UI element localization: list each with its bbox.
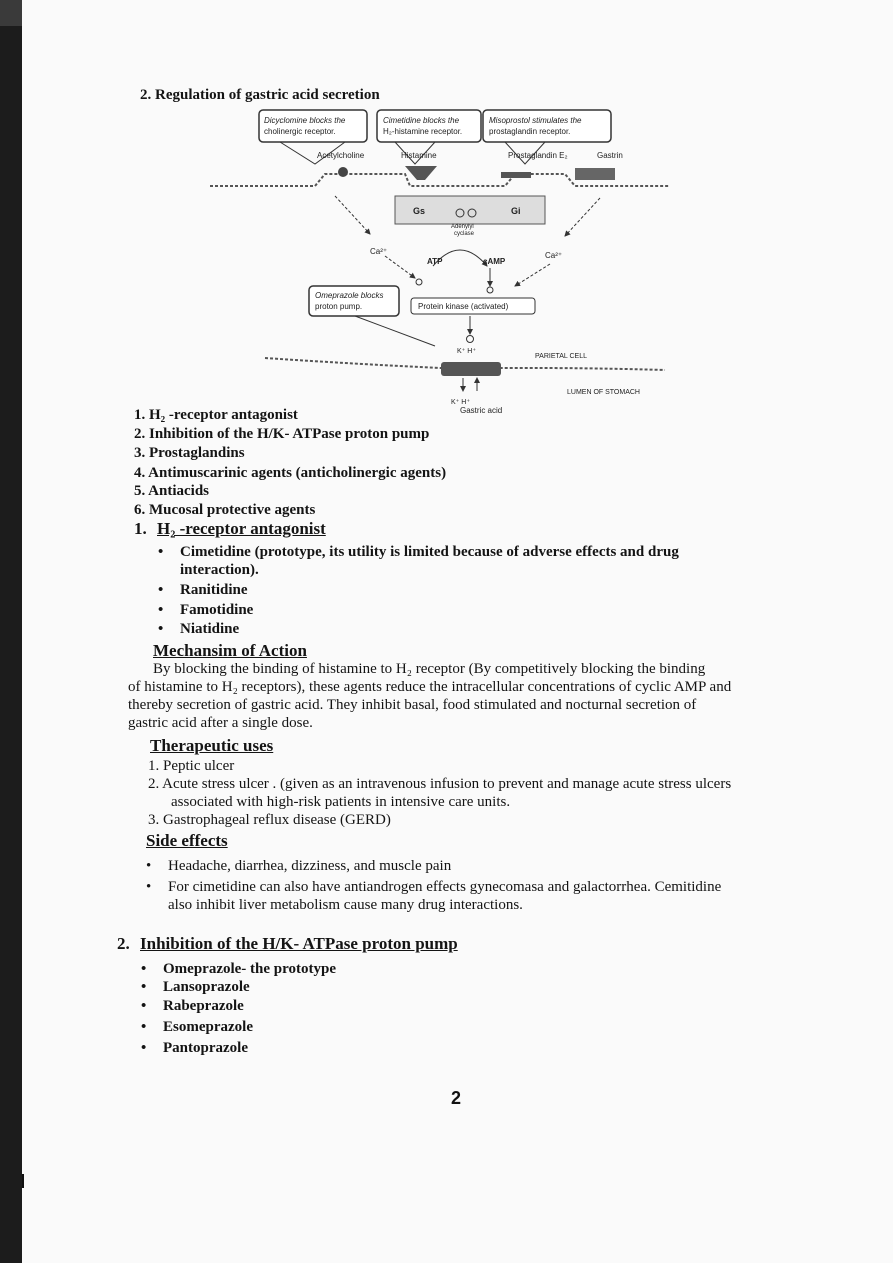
ca-left-label: Ca²⁺ bbox=[370, 247, 388, 256]
gs-label: Gs bbox=[413, 206, 426, 216]
page-number: 2 bbox=[451, 1088, 462, 1108]
proton-pump bbox=[441, 362, 501, 376]
ppi-drug-5: • Pantoprazole bbox=[163, 1039, 248, 1057]
ppi-drug-2: • Lansoprazole bbox=[163, 978, 250, 996]
drug-cimetidine-cont: interaction). bbox=[180, 562, 259, 578]
prostaglandin-molecule bbox=[501, 172, 531, 178]
kh-bottom-label: K⁺ H⁺ bbox=[451, 399, 471, 406]
dicyclomine-text-1: Dicyclomine blocks the bbox=[264, 116, 346, 125]
section2-number: 2. bbox=[117, 934, 130, 953]
lumen-label: LUMEN OF STOMACH bbox=[567, 389, 640, 396]
gastrin-molecule bbox=[575, 168, 615, 180]
cyclase-label: cyclase bbox=[454, 231, 475, 237]
section1-number: 1. bbox=[134, 519, 147, 538]
gi-label: Gi bbox=[511, 206, 521, 216]
uses-heading: Therapeutic uses bbox=[150, 736, 274, 755]
gastric-acid-diagram bbox=[205, 106, 675, 416]
use-item-3: 3. Gastrophageal reflux disease (GERD) bbox=[148, 812, 391, 828]
histamine-molecule bbox=[405, 166, 437, 180]
atp-label: ATP bbox=[427, 257, 443, 266]
section1-heading: H₂ -receptor antagonist bbox=[157, 519, 326, 538]
section-title: 2. Regulation of gastric acid secretion bbox=[140, 87, 380, 103]
ppi-drug-4: • Esomeprazole bbox=[163, 1018, 253, 1036]
omeprazole-text-1: Omeprazole blocks bbox=[315, 291, 384, 300]
dicyclomine-text-2: cholinergic receptor. bbox=[264, 127, 336, 136]
moa-line-4: gastric acid after a single dose. bbox=[128, 715, 313, 731]
drug-famotidine: • Famotidine bbox=[180, 601, 253, 619]
moa-line-2: of histamine to H₂ receptors), these agents reduce the intracellular concentrations of cyclic AMP and bbox=[128, 679, 732, 695]
misoprostol-text-1: Misoprostol stimulates the bbox=[489, 116, 582, 125]
kh-top-label: K⁺ H⁺ bbox=[457, 348, 477, 355]
side-effect-2-cont: also inhibit liver metabolism cause many drug interactions. bbox=[168, 897, 523, 913]
moa-heading: Mechansim of Action bbox=[153, 641, 307, 660]
dicyclomine-callout bbox=[259, 110, 367, 142]
use-item-2-cont: associated with high-risk patients in intensive care units. bbox=[171, 794, 511, 810]
class-item-5: 5. Antiacids bbox=[134, 483, 210, 499]
gastric-acid-label: Gastric acid bbox=[460, 406, 503, 415]
misoprostol-text-2: prostaglandin receptor. bbox=[489, 127, 571, 136]
scan-edge-mark bbox=[22, 1174, 24, 1188]
ppi-drug-1: • Omeprazole- the prototype bbox=[163, 960, 336, 978]
use-item-1: 1. Peptic ulcer bbox=[148, 758, 235, 774]
drug-cimetidine: • Cimetidine (prototype, its utility is limited because of adverse effects and drug bbox=[180, 543, 679, 561]
class-item-4: 4. Antimuscarinic agents (anticholinergic agents) bbox=[134, 465, 447, 481]
drug-ranitidine: • Ranitidine bbox=[180, 581, 248, 599]
class-item-3: 3. Prostaglandins bbox=[134, 445, 245, 461]
class-item-1: 1. H₂ -receptor antagonist bbox=[134, 407, 298, 423]
use-item-2: 2. Acute stress ulcer . (given as an intravenous infusion to prevent and manage acute stress ulcers bbox=[148, 776, 732, 792]
ca-right-label: Ca²⁺ bbox=[545, 251, 563, 260]
drug-niatidine: • Niatidine bbox=[180, 620, 239, 638]
protein-kinase-label: Protein kinase (activated) bbox=[418, 302, 509, 311]
histamine-label: Histamine bbox=[401, 151, 437, 160]
prostaglandin-label: Prostaglandin E₂ bbox=[508, 151, 568, 160]
omeprazole-text-2: proton pump. bbox=[315, 302, 363, 311]
moa-line-3: thereby secretion of gastric acid. They inhibit basal, food stimulated and nocturnal secretion of bbox=[128, 697, 697, 713]
cimetidine-text-2: H₂-histamine receptor. bbox=[383, 127, 463, 136]
side-effect-2: • For cimetidine can also have antiandrogen effects gynecomasa and galactorrhea. Cemitidine bbox=[168, 878, 721, 896]
section2-heading: Inhibition of the H/K- ATPase proton pump bbox=[140, 934, 458, 953]
scan-corner-shadow bbox=[0, 0, 22, 26]
side-effect-1: • Headache, diarrhea, dizziness, and muscle pain bbox=[168, 857, 451, 875]
misoprostol-callout bbox=[483, 110, 611, 142]
camp-label: cAMP bbox=[483, 257, 506, 266]
class-item-2: 2. Inhibition of the H/K- ATPase proton pump bbox=[134, 426, 430, 442]
acetylcholine-label: Acetylcholine bbox=[317, 151, 365, 160]
cimetidine-callout bbox=[377, 110, 481, 142]
side-effects-heading: Side effects bbox=[146, 831, 228, 850]
adenylyl-label: Adenylyl bbox=[451, 224, 474, 230]
ppi-drug-3: • Rabeprazole bbox=[163, 997, 244, 1015]
class-item-6: 6. Mucosal protective agents bbox=[134, 502, 316, 518]
moa-line-1: By blocking the binding of histamine to H₂ receptor (By competitively blocking the binding bbox=[153, 661, 706, 677]
acetylcholine-molecule bbox=[338, 167, 348, 177]
cimetidine-text-1: Cimetidine blocks the bbox=[383, 116, 460, 125]
parietal-cell-label: PARIETAL CELL bbox=[535, 353, 588, 360]
gastrin-label: Gastrin bbox=[597, 151, 623, 160]
